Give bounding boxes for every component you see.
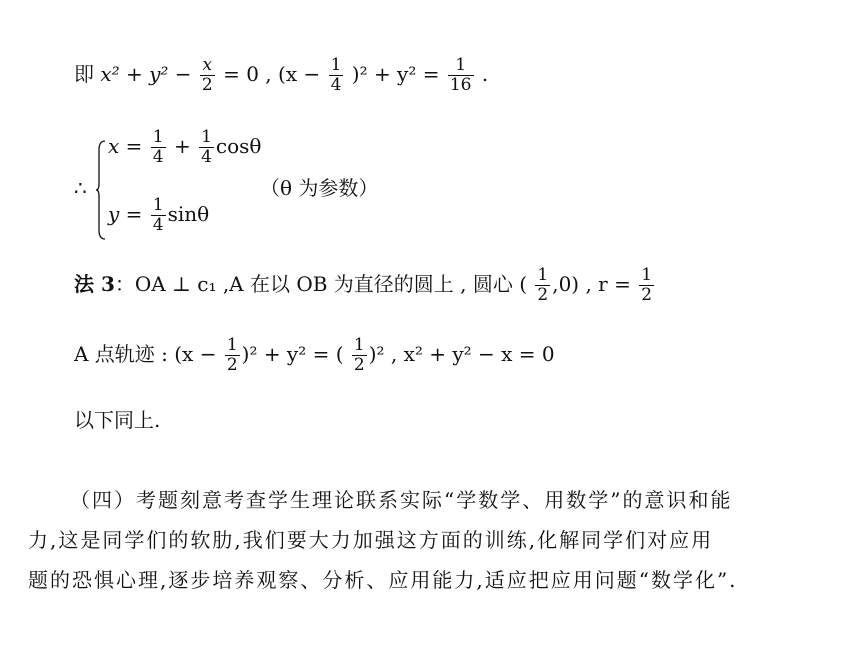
system-x-line: x = $\frac{1}{4}$ + $\frac{1}{4}$ cosθ — [108, 127, 262, 167]
paragraph-line-2: 力,这是同学们的软肋,我们要大力加强这方面的训练,化解同学们对应用 — [28, 528, 714, 552]
parameter-note: （θ 为参数） — [260, 176, 379, 200]
paragraph-line-1: （四）考题刻意考查学生理论联系实际“学数学、用数学”的意识和能 — [70, 488, 733, 512]
fraction: $\frac{1}{2}$ — [641, 265, 653, 305]
fraction: $\frac{1}{4}$ — [201, 127, 212, 167]
method-3-line: 法 3：OA ⊥ c₁ ,A 在以 OB 为直径的圆上 , 圆心 ( $\frac{1}{2}$ ,0) , r = $\frac{1}{2}$ — [74, 265, 653, 305]
locus-line: A 点轨迹 : (x − $\frac{1}{2}$ )² + y² = ( $\frac{1}{2}$ )² , x² + y² − x = 0 — [74, 335, 555, 375]
eq-part: = 0 , (x − — [223, 62, 321, 86]
fraction: $\frac{1}{2}$ — [537, 265, 549, 305]
same-as-above-text: 以下同上. — [74, 408, 161, 432]
eq-part: )² + y² = — [351, 62, 440, 86]
method-label: 法 3 — [74, 272, 115, 296]
fraction: $\frac{1}{16}$ — [449, 55, 472, 95]
fraction: $\frac{x}{2}$ — [201, 55, 213, 95]
paragraph-line-3: 题的恐惧心理,逐步培养观察、分析、应用能力,适应把应用问题“数学化”. — [28, 568, 738, 592]
equation-line-1 — [74, 56, 488, 95]
fraction: $\frac{1}{4}$ — [152, 127, 164, 167]
eq-part: x² + y² − — [100, 62, 192, 86]
therefore-symbol: ∴ — [74, 176, 87, 200]
prefix-text: 即 — [74, 62, 94, 86]
fraction: $\frac{1}{4}$ — [330, 55, 342, 95]
fraction: $\frac{1}{2}$ — [226, 335, 238, 375]
system-y-line: y = $\frac{1}{4}$ sinθ — [108, 195, 210, 235]
period: . — [481, 62, 489, 86]
left-brace-icon — [96, 140, 106, 240]
fraction: $\frac{1}{4}$ — [152, 195, 164, 235]
fraction: $\frac{1}{2}$ — [353, 335, 365, 375]
